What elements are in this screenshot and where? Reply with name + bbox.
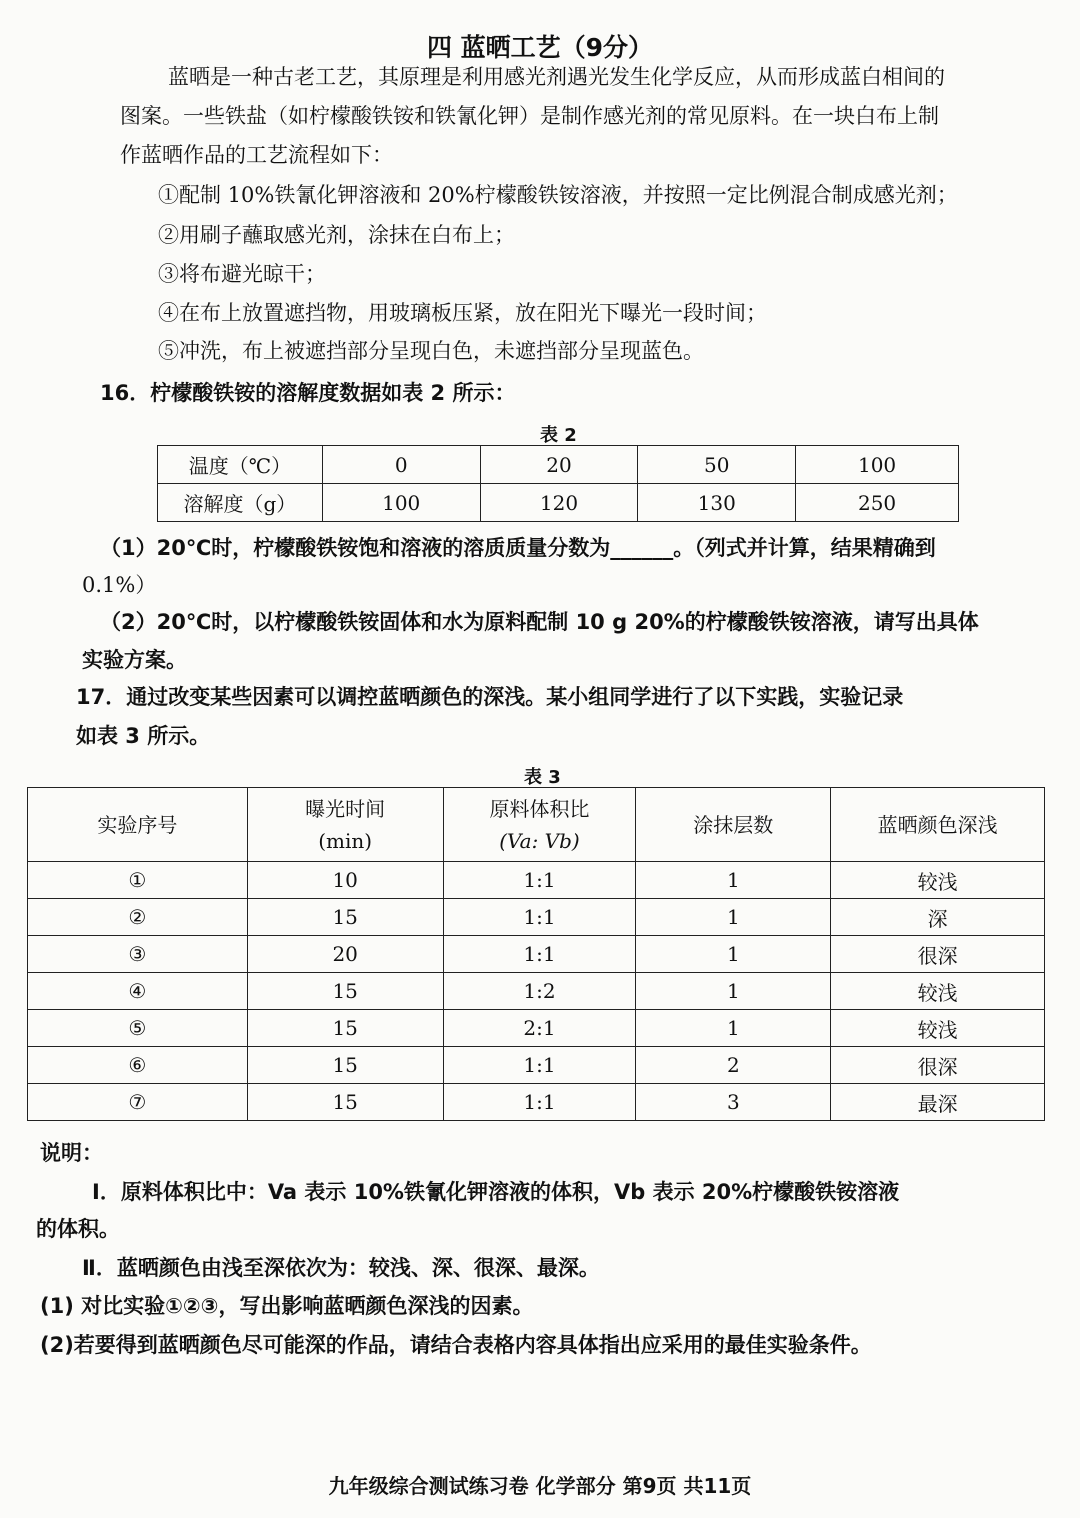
table3-caption: 表 3 [524,767,561,788]
page-footer: 九年级综合测试练习卷 化学部分 第9页 共11页 [328,1474,752,1498]
intro-line-3: 作蓝晒作品的工艺流程如下： [120,143,393,167]
table3-cell-color: 很深 [831,1047,1045,1084]
table3-cell-color: 深 [831,899,1045,936]
table3-cell-no: ④ [28,973,248,1010]
table3-cell-color: 很深 [831,936,1045,973]
table2-label-solubility: 溶解度（g） [158,484,323,522]
table-row [28,973,1045,1010]
table2-cell: 250 [796,484,959,522]
table3-cell-no: ⑥ [28,1047,248,1084]
table-row [28,899,1045,936]
table3-cell-ratio: 1:1 [443,936,636,973]
q16-sub2-line2: 实验方案。 [82,648,187,672]
table3-cell-color: 较浅 [831,862,1045,899]
table3-header-color: 蓝晒颜色深浅 [831,788,1045,862]
table3-cell-layers: 3 [636,1084,831,1121]
table2-cell: 120 [480,484,638,522]
table3-cell-ratio: 1:1 [443,1047,636,1084]
table2-caption: 表 2 [540,425,577,446]
q16-sub1-line1: （1）20℃时，柠檬酸铁铵饱和溶液的溶质质量分数为______。（列式并计算，结果精确到 [100,536,936,560]
intro-line-1: 蓝晒是一种古老工艺，其原理是利用感光剂遇光发生化学反应，从而形成蓝白相间的 [168,65,945,89]
table-2 [157,445,959,522]
step-4: ④在布上放置遮挡物，用玻璃板压紧，放在阳光下曝光一段时间； [158,301,767,325]
table3-cell-time: 15 [247,973,443,1010]
table3-cell-no: ② [28,899,248,936]
q16-stem: 16．柠檬酸铁铵的溶解度数据如表 2 所示： [100,381,516,405]
table3-cell-color: 较浅 [831,1010,1045,1047]
table-row [28,1010,1045,1047]
note-1-line2: 的体积。 [36,1217,120,1241]
table3-cell-time: 10 [247,862,443,899]
step-1: ①配制 10%铁氰化钾溶液和 20%柠檬酸铁铵溶液，并按照一定比例混合制成感光剂； [158,183,958,207]
table3-cell-color: 较浅 [831,973,1045,1010]
table3-cell-time: 20 [247,936,443,973]
table2-cell: 130 [638,484,796,522]
table3-cell-layers: 1 [636,936,831,973]
table2-cell: 50 [638,446,796,484]
table3-cell-time: 15 [247,899,443,936]
intro-line-2: 图案。一些铁盐（如柠檬酸铁铵和铁氰化钾）是制作感光剂的常见原料。在一块白布上制 [120,104,939,128]
table3-cell-layers: 1 [636,973,831,1010]
table3-cell-layers: 1 [636,1010,831,1047]
table3-cell-time: 15 [247,1047,443,1084]
table3-cell-time: 15 [247,1084,443,1121]
step-2: ②用刷子蘸取感光剂，涂抹在白布上； [158,223,515,247]
q17-stem-line1: 17．通过改变某些因素可以调控蓝晒颜色的深浅。某小组同学进行了以下实践，实验记录 [76,685,904,709]
table2-cell: 100 [322,484,480,522]
step-5: ⑤冲洗，布上被遮挡部分呈现白色，未遮挡部分呈现蓝色。 [158,339,704,363]
table2-row-temperature [158,446,959,484]
table3-cell-ratio: 2:1 [443,1010,636,1047]
note-label: 说明： [40,1141,103,1165]
table3-cell-no: ⑦ [28,1084,248,1121]
table3-header-row [28,788,1045,862]
table-row [28,1084,1045,1121]
table3-cell-layers: 1 [636,862,831,899]
table3-cell-ratio: 1:1 [443,862,636,899]
table3-cell-layers: 2 [636,1047,831,1084]
table3-cell-ratio: 1:1 [443,1084,636,1121]
table3-header-no: 实验序号 [28,788,248,862]
table2-row-solubility [158,484,959,522]
table2-label-temperature: 温度（℃） [158,446,323,484]
table3-header-layers: 涂抹层数 [636,788,831,862]
table-row [28,936,1045,973]
table3-cell-no: ③ [28,936,248,973]
table-3 [27,787,1045,1121]
table-row [28,862,1045,899]
section-title: 四 蓝晒工艺（9分） [426,33,654,62]
table3-cell-time: 15 [247,1010,443,1047]
q17-sub1: (1) 对比实验①②③，写出影响蓝晒颜色深浅的因素。 [40,1294,534,1318]
table2-cell: 100 [796,446,959,484]
table3-cell-no: ⑤ [28,1010,248,1047]
note-1-line1: Ⅰ．原料体积比中：Va 表示 10%铁氰化钾溶液的体积，Vb 表示 20%柠檬酸铁铵溶液 [92,1180,900,1204]
table3-cell-no: ① [28,862,248,899]
note-2: Ⅱ．蓝晒颜色由浅至深依次为：较浅、深、很深、最深。 [82,1256,600,1280]
q17-sub2: (2)若要得到蓝晒颜色尽可能深的作品，请结合表格内容具体指出应采用的最佳实验条件。 [40,1333,872,1357]
table2-cell: 0 [322,446,480,484]
table3-cell-layers: 1 [636,899,831,936]
step-3: ③将布避光晾干； [158,262,326,286]
q16-sub1-line2: 0.1%） [82,573,157,597]
table3-cell-color: 最深 [831,1084,1045,1121]
table2-cell: 20 [480,446,638,484]
table3-cell-ratio: 1:1 [443,899,636,936]
q17-stem-line2: 如表 3 所示。 [76,724,211,748]
table-row [28,1047,1045,1084]
q16-sub2-line1: （2）20℃时，以柠檬酸铁铵固体和水为原料配制 10 g 20%的柠檬酸铁铵溶液，请写出具体 [100,610,979,634]
table3-cell-ratio: 1:2 [443,973,636,1010]
table3-header-time: 曝光时间 (min) [247,788,443,862]
table3-header-ratio: 原料体积比 (Va: Vb) [443,788,636,862]
